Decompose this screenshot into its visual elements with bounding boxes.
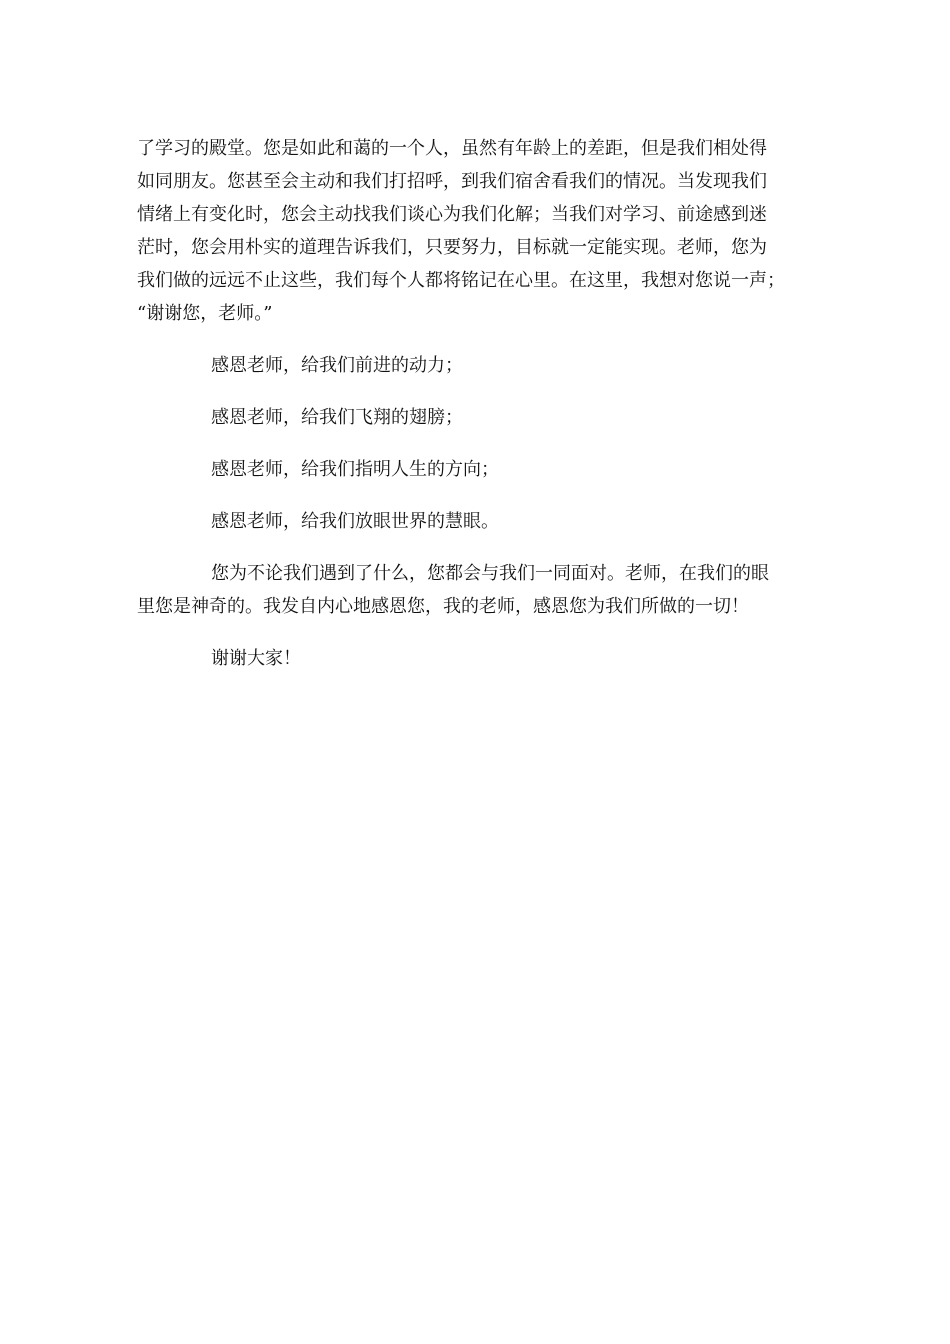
- paragraph-gap: [137, 538, 817, 557]
- intro-line: 如同朋友。您甚至会主动和我们打招呼，到我们宿舍看我们的情况。当发现我们: [137, 171, 767, 192]
- gratitude-line-1: 感恩老师，给我们前进的动力；: [211, 355, 463, 376]
- paragraph-gap: [137, 486, 817, 505]
- gratitude-line-2: 感恩老师，给我们飞翔的翅膀；: [211, 407, 463, 428]
- gratitude-line-3: 感恩老师，给我们指明人生的方向；: [211, 459, 499, 480]
- intro-line: 我们做的远远不止这些，我们每个人都将铭记在心里。在这里，我想对您说一声；: [137, 270, 785, 291]
- closing-line: 您为不论我们遇到了什么，您都会与我们一同面对。老师，在我们的眼: [211, 563, 769, 584]
- paragraph-gap: [137, 623, 817, 642]
- intro-line: “谢谢您，老师。”: [137, 303, 273, 324]
- paragraph-gap: [137, 330, 817, 349]
- thanks-line: 谢谢大家！: [211, 648, 301, 669]
- intro-paragraph: [137, 132, 817, 330]
- paragraph-gap: [137, 434, 817, 453]
- gratitude-line-4: 感恩老师，给我们放眼世界的慧眼。: [211, 511, 499, 532]
- paragraph-gap: [137, 382, 817, 401]
- closing-paragraph: [137, 557, 817, 623]
- intro-line: 了学习的殿堂。您是如此和蔼的一个人，虽然有年龄上的差距，但是我们相处得: [137, 138, 767, 159]
- closing-line: 里您是神奇的。我发自内心地感恩您，我的老师，感恩您为我们所做的一切！: [137, 596, 749, 617]
- intro-line: 茫时，您会用朴实的道理告诉我们，只要努力，目标就一定能实现。老师，您为: [137, 237, 767, 258]
- document-body: [137, 132, 817, 675]
- intro-line: 情绪上有变化时，您会主动找我们谈心为我们化解；当我们对学习、前途感到迷: [137, 204, 767, 225]
